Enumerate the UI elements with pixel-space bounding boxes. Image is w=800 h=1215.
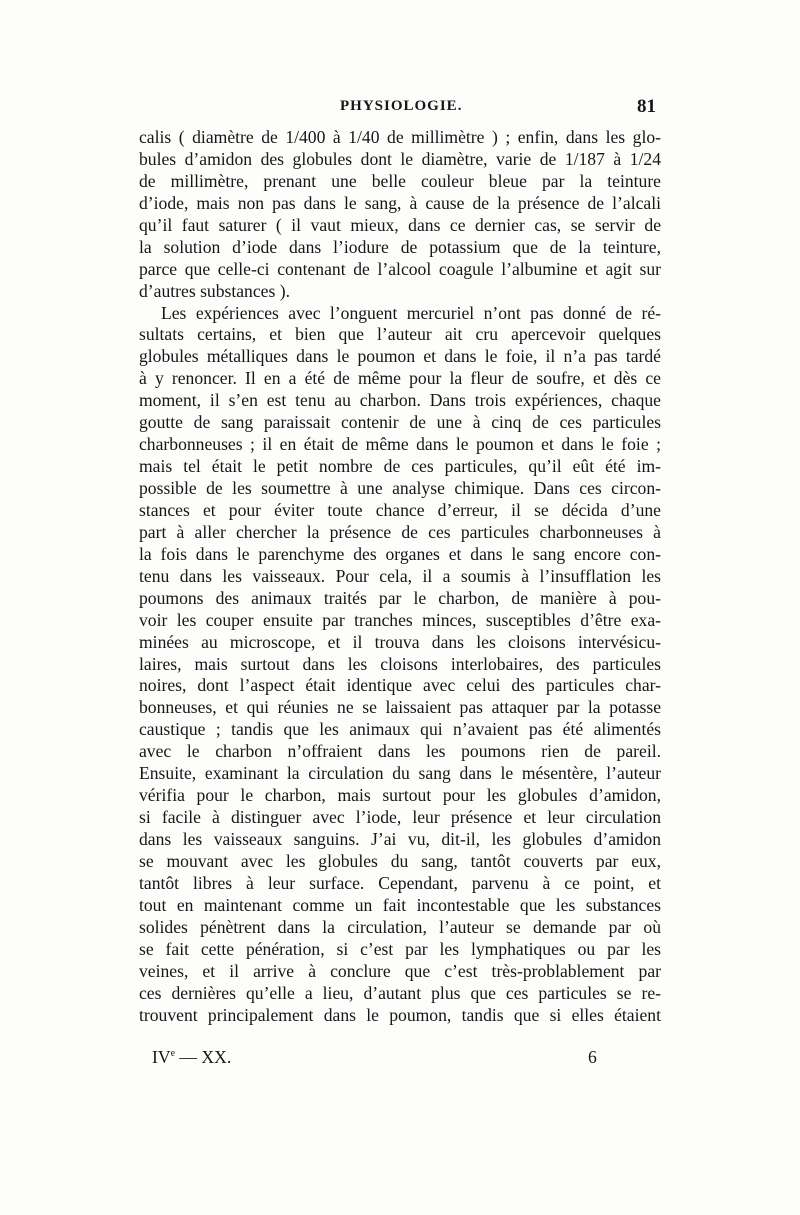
text-line: minées au microscope, et il trouva dans les cloisons intervésicu-	[139, 631, 661, 652]
text-line: part à aller chercher la présence de ces particules charbonneuses à	[139, 521, 661, 542]
text-line: ces dernières qu’elle a lieu, d’autant plus que ces particules se re-	[139, 982, 661, 1003]
signature-roman: IV	[152, 1047, 171, 1067]
text-line: Ensuite, examinant la circulation du sang dans le mésentère, l’auteur	[139, 763, 661, 784]
text-line: de millimètre, prenant une belle couleur bleue par la teinture	[139, 170, 661, 191]
text-line: calis ( diamètre de 1/400 à 1/40 de millimètre ) ; enfin, dans les glo-	[139, 127, 661, 147]
text-line: dans les vaisseaux sanguins. J’ai vu, dit-il, les globules d’amidon	[139, 829, 661, 849]
text-line: goutte de sang paraissait contenir de une à cinq de ces particules	[139, 412, 661, 433]
text-line: solides pénètrent dans la circulation, l’auteur se demande par où	[139, 916, 661, 937]
text-line: d’autres substances ).	[139, 280, 290, 301]
text-line: noires, dont l’aspect était identique avec celui des particules char-	[139, 675, 661, 696]
text-line: à y renoncer. Il en a été de même pour la fleur de soufre, et dès ce	[139, 368, 661, 389]
text-line: vérifia pour le charbon, mais surtout pour les globules d’amidon,	[139, 785, 661, 806]
text-line: possible de les soumettre à une analyse chimique. Dans ces circon-	[139, 478, 661, 498]
text-line: bonneuses, et qui réunies ne se laissaient pas attaquer par la potasse	[139, 697, 661, 718]
text-line: la fois dans le parenchyme des organes et dans le sang encore con-	[139, 543, 661, 564]
text-line: globules métalliques dans le poumon et dans le foie, il n’a pas tardé	[139, 346, 661, 367]
text-line: la solution d’iode dans l’iodure de potassium que de la teinture,	[139, 236, 661, 257]
text-line: qu’il faut saturer ( il vaut mieux, dans ce dernier cas, se servir de	[139, 214, 661, 235]
text-line: mais tel était le petit nombre de ces particules, qu’il eût été im-	[139, 456, 661, 477]
signature-mark	[152, 1047, 231, 1068]
text-line: si facile à distinguer avec l’iode, leur présence et leur circulation	[139, 807, 661, 828]
text-line: poumons des animaux traités par le charbon, de manière à pou-	[139, 587, 661, 608]
body-text	[139, 127, 661, 1026]
text-line: bules d’amidon des globules dont le diamètre, varie de 1/187 à 1/24	[139, 148, 661, 169]
page-footer	[152, 1047, 612, 1071]
sheet-number: 6	[588, 1047, 597, 1067]
text-line: veines, et il arrive à conclure que c’est très-problablement par	[139, 960, 661, 981]
page-number: 81	[637, 96, 656, 117]
text-line: caustique ; tandis que les animaux qui n’avaient pas été alimentés	[139, 719, 661, 740]
text-line: tenu dans les vaisseaux. Pour cela, il a soumis à l’insufflation les	[139, 565, 661, 586]
text-line: se fait cette pénération, si c’est par les lymphatiques ou par les	[139, 938, 661, 959]
text-line: trouvent principalement dans le poumon, tandis que si elles étaient	[139, 1004, 661, 1025]
text-line: stances et pour éviter toute chance d’erreur, il se décida d’une	[139, 499, 661, 520]
signature-suffix: — XX.	[175, 1047, 232, 1067]
text-line: charbonneuses ; il en était de même dans le poumon et dans le foie ;	[139, 434, 661, 455]
text-line: tout en maintenant comme un fait incontestable que les substances	[139, 894, 661, 915]
text-line: parce que celle-ci contenant de l’alcool coagule l’albumine et agit sur	[139, 258, 661, 279]
text-line: avec le charbon n’offraient dans les poumons rien de pareil.	[139, 741, 661, 762]
paragraph-first-line: Les expériences avec l’onguent mercuriel n’ont pas donné de ré-	[161, 302, 661, 323]
text-line: sultats certains, et bien que l’auteur ait cru apercevoir quelques	[139, 324, 661, 345]
text-line: moment, il s’en est tenu au charbon. Dans trois expériences, chaque	[139, 390, 661, 411]
page-header	[136, 96, 660, 124]
text-line: tantôt libres à leur surface. Cependant, parvenu à ce point, et	[139, 872, 661, 893]
running-head: PHYSIOLOGIE.	[340, 98, 463, 114]
text-line: laires, mais surtout dans les cloisons interlobaires, des particules	[139, 653, 661, 674]
signature-superscript: e	[170, 1048, 176, 1060]
text-line: se mouvant avec les globules du sang, tantôt couverts par eux,	[139, 850, 661, 871]
text-line: d’iode, mais non pas dans le sang, à cause de la présence de l’alcali	[139, 192, 661, 213]
text-line: voir les couper ensuite par tranches minces, susceptibles d’être exa-	[139, 609, 661, 630]
